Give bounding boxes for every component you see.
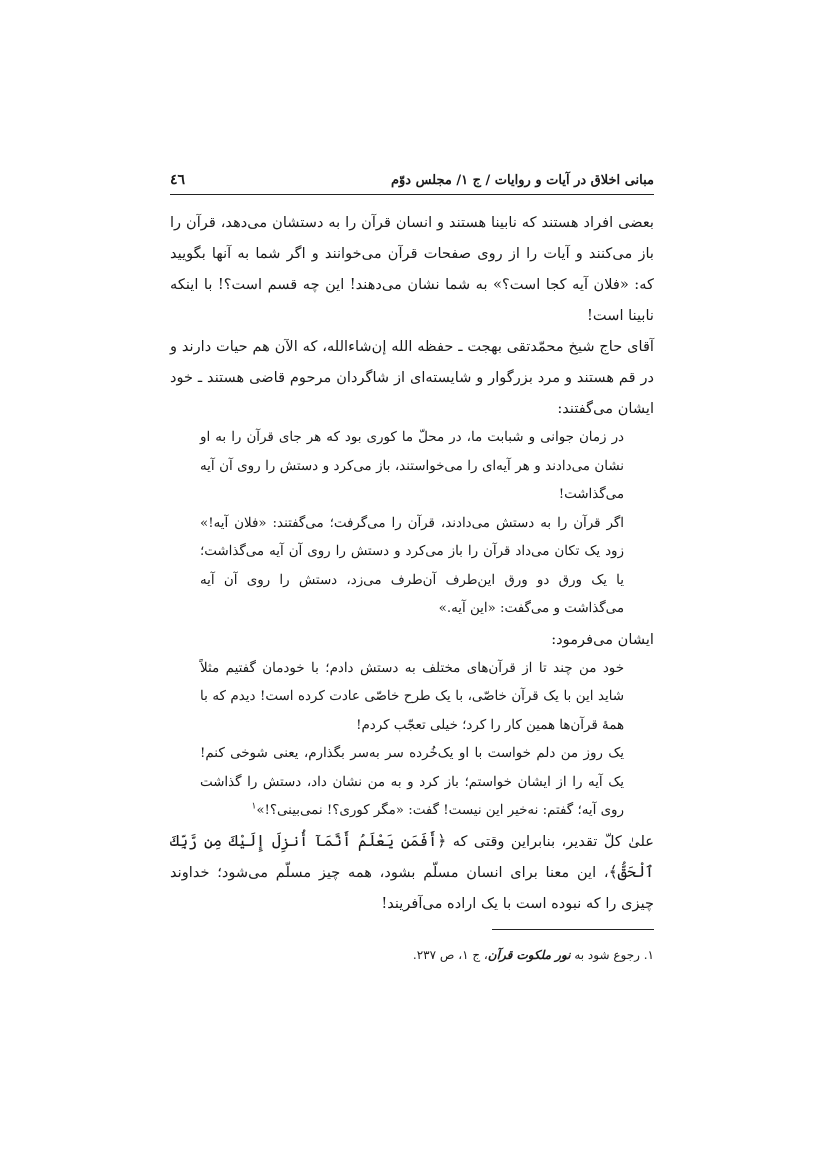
footnote-book-title: نور ملکوت قرآن — [487, 947, 571, 962]
quote-2-paragraph-2-text: یک روز من دلم خواست با او یک‌خُرده سر به‌سر بگذارم، یعنی شوخی کنم! یک آیه را از ایشان خواستم؛ باز کرد و به من نشان داد، دستش را گذاشت روی آیه؛ گفتم: نه‌خیر این نیست! گفت: «مگر کوری؟! نمی‌بینی؟!» — [200, 746, 624, 818]
closing-rest: ، این معنا برای انسان مسلّم بشود، همه چیز مسلّم می‌شود؛ خداوند چیزی را که نبوده است با یک اراده می‌آفریند! — [170, 863, 654, 912]
quote-block-2 — [170, 655, 654, 826]
body-text — [170, 207, 654, 919]
paragraph-2: آقای حاج شیخ محمّدتقی بهجت ـ حفظه الله إن‌شاءالله، که الآن هم حیات دارند و در قم هستند و مرد بزرگوار و شایسته‌ای از شاگردان مرحوم قاضی هستند ـ خود ایشان می‌گفتند: — [170, 338, 654, 417]
said-line: ایشان می‌فرمود: — [551, 630, 654, 648]
quote-1-paragraph-1: در زمان جوانی و شبابت ما، در محلّ ما کوری بود که هر جای قرآن را به او نشان می‌دادند و هر آیه‌ای را می‌خواستند، باز می‌کرد و دستش را روی آن آیه می‌گذاشت! — [200, 430, 624, 502]
running-header — [170, 172, 654, 195]
quote-2-paragraph-2 — [200, 740, 624, 826]
footnote-divider — [492, 929, 654, 930]
paragraph-1: بعضی افراد هستند که نابینا هستند و انسان قرآن را به دستشان می‌دهد، قرآن را باز می‌کنند و آیات را از روی صفحات قرآن می‌خوانند و اگر شما به آنها بگویید که: «فلان آیه کجا است؟» به شما نشان می‌دهند! این چه قسم است؟! با اینکه نابینا است! — [170, 214, 654, 324]
page — [170, 172, 654, 966]
quote-block-1 — [170, 424, 654, 624]
page-number: ٤٦ — [170, 172, 186, 188]
quote-2-paragraph-1: خود من چند تا از قرآن‌های مختلف به دستش دادم؛ با خودمان گفتیم مثلاً شاید این با یک قرآن خاصّی، با یک طرح خاصّی عادت کرده است! دیدم که با همهٔ قرآن‌ها همین کار را کرد؛ خیلی تعجّب کردم! — [200, 660, 624, 733]
footnote — [170, 944, 654, 966]
quran-verse: ﴿أَفَمَن يَعْلَمُ أَنَّمَآ أُنزِلَ إِلَيْكَ مِن رَّبِّكَ ٱلْحَقُّ﴾ — [170, 831, 654, 881]
closing-paragraph — [170, 826, 654, 919]
footnote-prefix: ۱. رجوع شود به — [574, 947, 654, 962]
footnote-suffix: ، ج ۱، ص ۲۳۷. — [412, 947, 488, 962]
running-title: مبانی اخلاق در آیات و روایات / ج ۱/ مجلس دوّم — [390, 173, 654, 188]
closing-lead: علیٰ کلّ تقدیر، بنابراین وقتی که — [452, 832, 654, 850]
quote-1-paragraph-2: اگر قرآن را به دستش می‌دادند، قرآن را می‌گرفت؛ می‌گفتند: «فلان آیه!» زود یک تکان می‌داد قرآن را باز می‌کرد و دستش را روی آن آیه می‌گذاشت؛ یا یک ورق دو ورق این‌طرف آن‌طرف می‌زد، دستش را روی آن آیه می‌گذاشت و می‌گفت: «این آیه.» — [200, 515, 624, 616]
footnote-reference[interactable]: ۱ — [251, 801, 257, 812]
